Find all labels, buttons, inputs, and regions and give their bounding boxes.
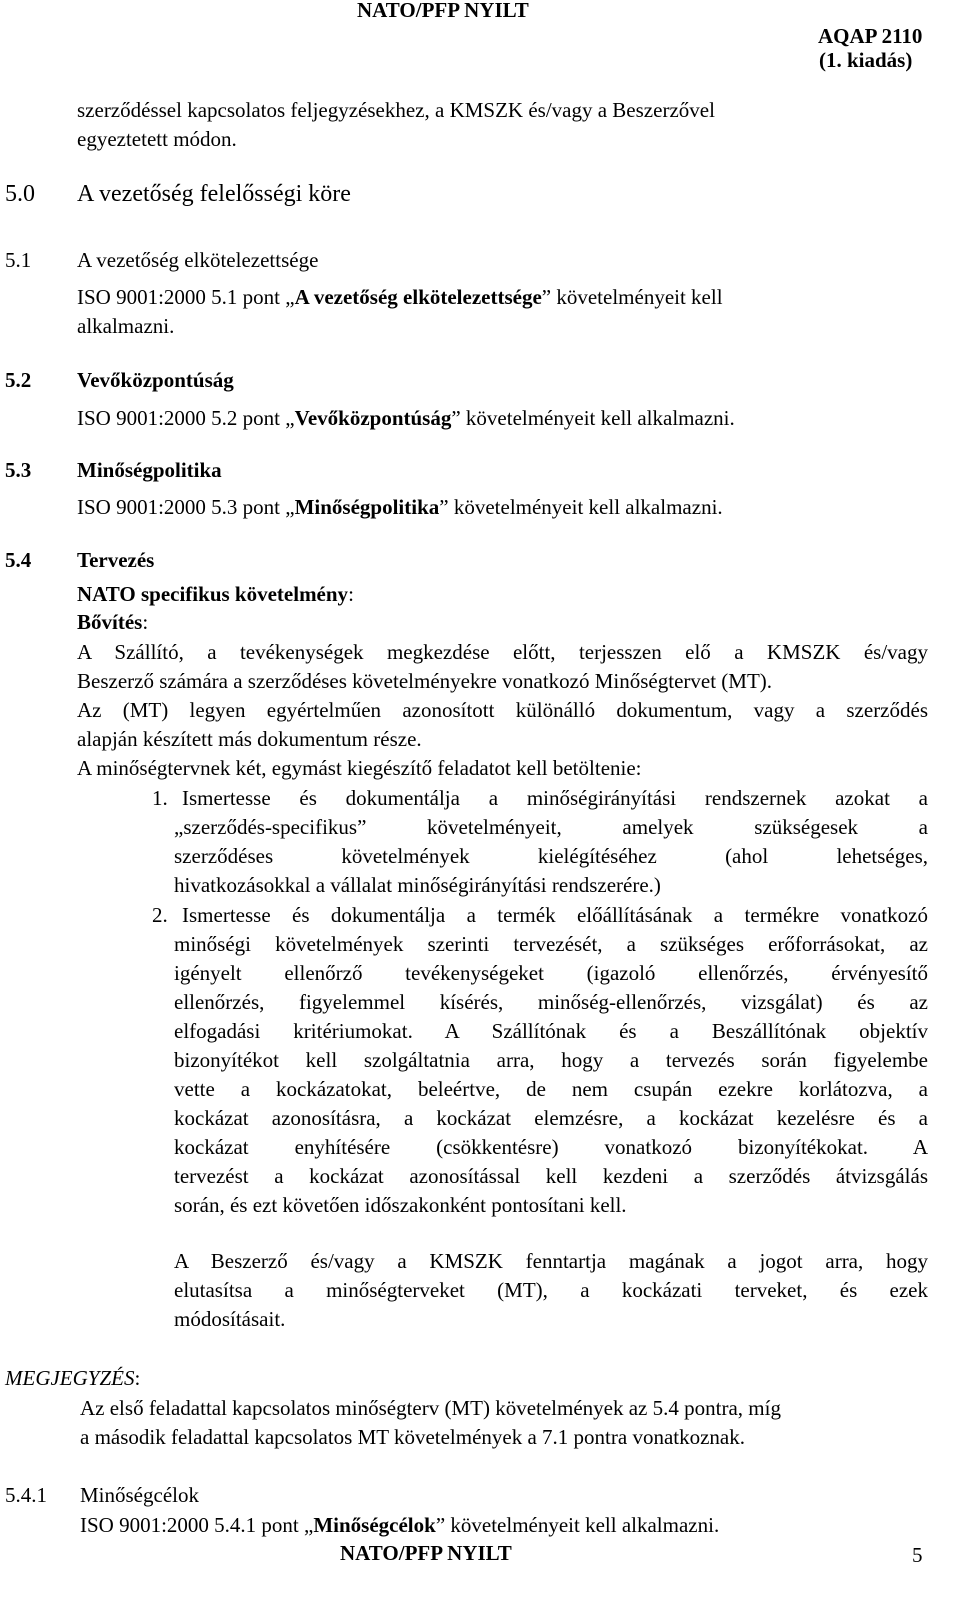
section-number: 5.2 [5,368,32,392]
section-text: ISO 9001:2000 5.1 pont „A vezetőség elkötelezettsége” követelményeit kell [77,285,723,309]
list-item-line: minőségi követelmények szerinti tervezését, a szükséges erőforrásokat, az [174,932,928,956]
list-item-line: Ismertesse és dokumentálja a minőségirányítási rendszernek azokat a [182,786,928,810]
list-item-line: ellenőrzés, figyelemmel kísérés, minőség-ellenőrzés, vizsgálat) és az [174,990,928,1014]
list-item-line: bizonyítékot kell szolgáltatnia arra, hogy a tervezés során figyelembe [174,1048,928,1072]
section-text: ISO 9001:2000 5.4.1 pont „Minőségcélok” követelményeit kell alkalmazni. [80,1513,720,1537]
list-item-line: Ismertesse és dokumentálja a termék előállításának a termékre vonatkozó [182,903,928,927]
section-title: Minőségcélok [80,1483,199,1507]
list-item-number: 1. [152,786,168,810]
section-title: Minőségpolitika [77,458,222,482]
header-classification: NATO/PFP NYILT [357,0,529,22]
list-item-line: során, és ezt követően időszakonként pontosítani kell. [174,1193,627,1217]
footer-classification: NATO/PFP NYILT [340,1541,512,1565]
section-text: ISO 9001:2000 5.2 pont „Vevőközpontúság” követelményeit kell alkalmazni. [77,406,735,430]
paragraph-line: A minőségtervnek két, egymást kiegészítő feladatot kell betöltenie: [77,756,642,780]
list-item-line: kockázat azonosításra, a kockázat elemzésre, a kockázat kezelésre és a [174,1106,928,1130]
section-text: ISO 9001:2000 5.3 pont „Minőségpolitika” követelményeit kell alkalmazni. [77,495,723,519]
section-title: Vevőközpontúság [77,368,234,392]
note-line: Az első feladattal kapcsolatos minőségterv (MT) követelmények az 5.4 pontra, míg [80,1396,781,1420]
section-number: 5.4 [5,548,32,572]
intro-line: szerződéssel kapcsolatos feljegyzésekhez, a KMSZK és/vagy a Beszerzővel [77,98,715,122]
paragraph-line: A Szállító, a tevékenységek megkezdése előtt, terjesszen elő a KMSZK és/vagy [77,640,928,664]
intro-line: egyeztetett módon. [77,127,237,151]
list-item-line: tervezést a kockázat azonosítással kell kezdeni a szerződés átvizsgálás [174,1164,928,1188]
paragraph-line: módosításait. [174,1307,286,1331]
section-number: 5.1 [5,248,32,272]
section-number: 5.0 [5,181,35,207]
section-title: A vezetőség elkötelezettsége [77,248,319,272]
note-line: a második feladattal kapcsolatos MT követelmények a 7.1 pontra vonatkoznak. [80,1425,745,1449]
list-item-line: hivatkozásokkal a vállalat minőségirányítási rendszerére.) [174,873,661,897]
extension-label: Bővítés: [77,610,149,634]
paragraph-line: Az (MT) legyen egyértelműen azonosított különálló dokumentum, vagy a szerződés [77,698,928,722]
list-item-line: kockázat enyhítésére (csökkentésre) vonatkozó bizonyítékokat. A [174,1135,928,1159]
header-doc-id: AQAP 2110 [818,24,923,48]
paragraph-line: A Beszerző és/vagy a KMSZK fenntartja magának a jogot arra, hogy [174,1249,928,1273]
list-item-number: 2. [152,903,168,927]
paragraph-line: Beszerző számára a szerződéses követelményekre vonatkozó Minőségtervet (MT). [77,669,773,693]
section-title: Tervezés [77,548,155,572]
nato-requirement-label: NATO specifikus követelmény: [77,582,354,606]
section-number: 5.3 [5,458,32,482]
list-item-line: igényelt ellenőrző tevékenységeket (igazoló ellenőrzés, érvényesítő [174,961,928,985]
header-edition: (1. kiadás) [819,48,913,72]
list-item-line: szerződéses követelmények kielégítéséhez (ahol lehetséges, [174,844,928,868]
paragraph-line: elutasítsa a minőségterveket (MT), a kockázati terveket, és ezek [174,1278,928,1302]
list-item-line: vette a kockázatokat, beleértve, de nem csupán ezekre korlátozva, a [174,1077,928,1101]
list-item-line: „szerződés-specifikus” követelményeit, amelyek szükségesek a [174,815,928,839]
list-item-line: elfogadási kritériumokat. A Szállítónak és a Beszállítónak objektív [174,1019,928,1043]
section-text: alkalmazni. [77,314,175,338]
section-title: A vezetőség felelősségi köre [77,181,351,207]
paragraph-line: alapján készített más dokumentum része. [77,727,422,751]
section-number: 5.4.1 [5,1483,47,1507]
note-label: MEGJEGYZÉS: [5,1366,141,1390]
page-number: 5 [912,1543,923,1567]
